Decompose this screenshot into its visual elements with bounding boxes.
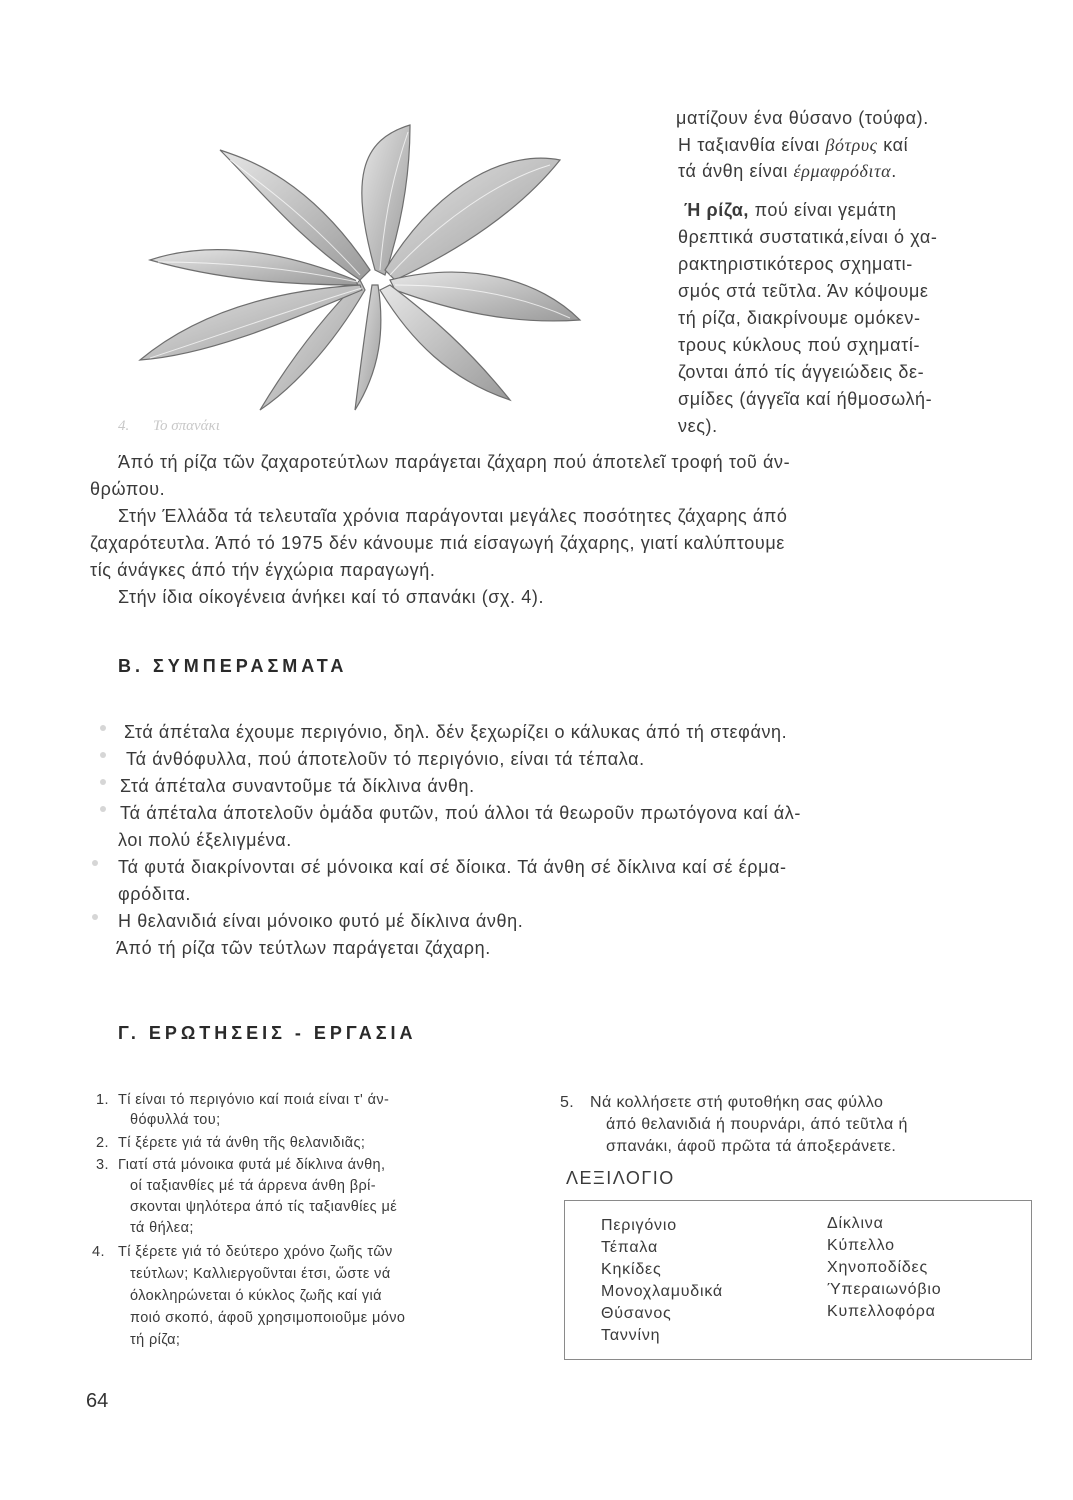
question-5-line-a: Νά κολλήσετε στή φυτοθήκη σας φύλλο <box>590 1094 884 1111</box>
right-line-9: τρους κύκλους πού σχηματί- <box>678 335 921 355</box>
glossary-term: Κηκίδες <box>601 1261 662 1278</box>
question-4-line-d: ποιό σκοπό, άφοῦ χρησιμοποιοῦμε μόνο <box>130 1310 406 1326</box>
bullet-dot <box>92 860 98 866</box>
question-3-line-c: σκονται ψηλότερα άπό τίς ταξιανθίες μέ <box>130 1199 398 1215</box>
question-1-number: 1. <box>96 1092 109 1108</box>
glossary-term: Περιγόνιο <box>601 1217 677 1234</box>
body-p2-b: ζαχαρότευτλα. Άπό τό 1975 δέν κάνουμε πιά είσαγωγή ζάχαρης, γιατί καλύπτουμε <box>90 533 785 553</box>
glossary-term: Θύσανος <box>601 1305 672 1322</box>
right-line-8: τή ρίζα, διακρίνουμε ομόκεν- <box>678 308 921 328</box>
glossary-left-column <box>601 1215 723 1347</box>
glossary-term: Μονοχλαμυδικά <box>601 1283 723 1300</box>
body-p1-a: Άπό τή ρίζα τῶν ζαχαροτεύτλων παράγεται ζάχαρη πού άποτελεῖ τροφή τοῦ άν- <box>118 452 791 472</box>
glossary-term: Κύπελλο <box>827 1237 895 1254</box>
conclusion-5b: φρόδιτα. <box>118 884 192 904</box>
question-4-number: 4. <box>92 1244 105 1260</box>
section-b-title: Β. ΣΥΜΠΕΡΑΣΜΑΤΑ <box>118 656 348 676</box>
right-line-4: Ή ρίζα, πού είναι γεμάτη <box>684 200 897 220</box>
bullet-dot <box>100 752 106 758</box>
right-line-7: σμός στά τεῦτλα. Άν κόψουμε <box>678 281 929 301</box>
right-line-10: ζονται άπό τίς άγγειώδεις δε- <box>678 362 925 382</box>
section-c-title: Γ. ΕΡΩΤΗΣΕΙΣ - ΕΡΓΑΣΙΑ <box>118 1023 417 1043</box>
right-line-2: Η ταξιανθία είναι βότρυς καί <box>678 135 909 155</box>
body-p2-a: Στήν Έλλάδα τά τελευταῖα χρόνια παράγονται μεγάλες ποσότητες ζάχαρης άπό <box>118 506 788 526</box>
right-line-11: σμίδες (άγγεῖα καί ήθμοσωλή- <box>678 389 933 409</box>
body-p2-c: τίς άνάγκες άπό τήν έγχώρια παραγωγή. <box>90 560 436 580</box>
spinach-illustration <box>110 120 670 420</box>
question-2-line: Τί ξέρετε γιά τά άνθη τῆς θελανιδιᾶς; <box>118 1135 366 1151</box>
right-line-5: θρεπτικά συστατικά,είναι ό χα- <box>678 227 938 247</box>
right-line-6: ρακτηριστικότερος σχηματι- <box>678 254 913 274</box>
body-p3: Στήν ίδια οίκογένεια άνήκει καί τό σπανάκι (σχ. 4). <box>118 587 545 607</box>
glossary-right-column <box>827 1213 941 1323</box>
glossary-term: Ύπεραιωνόβιο <box>827 1281 942 1298</box>
right-line-12: νες). <box>678 416 718 436</box>
bullet-dot <box>100 725 106 731</box>
bullet-dot <box>100 779 106 785</box>
bullet-dot <box>92 914 98 920</box>
right-line-3: τά άνθη είναι έρμαφρόδιτα. <box>678 161 897 181</box>
figure-caption <box>118 418 220 435</box>
question-5-line-c: σπανάκι, άφοῦ πρῶτα τά άποξεράνετε. <box>606 1138 897 1155</box>
glossary-title: ΛΕΞΙΛΟΓΙΟ <box>566 1168 675 1188</box>
question-3-number: 3. <box>96 1157 109 1173</box>
conclusion-2: Τά άνθόφυλλα, πού άποτελοῦν τό περιγόνιο, είναι τά τέπαλα. <box>126 749 645 769</box>
glossary-term: Τέπαλα <box>601 1239 659 1256</box>
glossary-term: Χηνοποδίδες <box>827 1259 928 1276</box>
glossary-term: Ταννίνη <box>601 1327 661 1344</box>
conclusion-6: Η θελανιδιά είναι μόνοικο φυτό μέ δίκλινα άνθη. <box>118 911 524 931</box>
conclusion-7: Άπό τή ρίζα τῶν τεύτλων παράγεται ζάχαρη. <box>116 938 491 958</box>
page-number: 64 <box>86 1390 109 1412</box>
conclusion-4b: λοι πολύ έξελιγμένα. <box>118 830 292 850</box>
figure-caption-text: Το σπανάκι <box>153 418 220 434</box>
question-4-line-e: τή ρίζα; <box>130 1332 181 1348</box>
figure-number: 4. <box>118 418 130 434</box>
question-1-line-a: Τί είναι τό περιγόνιο καί ποιά είναι τ' άν- <box>118 1092 390 1108</box>
body-p1-b: θρώπου. <box>90 479 166 499</box>
glossary-term: Δίκλινα <box>827 1215 884 1232</box>
glossary-term: Κυπελλοφόρα <box>827 1303 936 1320</box>
right-line-1: ματίζουν ένα θύσανο (τούφα). <box>676 108 929 128</box>
bullet-dot <box>100 806 106 812</box>
glossary-box <box>564 1200 1032 1360</box>
question-2-number: 2. <box>96 1135 109 1151</box>
conclusion-4a: Τά άπέταλα άποτελοῦν ὁμάδα φυτῶν, πού άλλοι τά θεωροῦν πρωτόγονα καί άλ- <box>120 803 802 823</box>
question-4-line-b: τεύτλων; Καλλιεργοῦνται έτσι, ὥστε νά <box>130 1266 391 1282</box>
question-3-line-d: τά θήλεα; <box>130 1220 194 1236</box>
question-3-line-b: οί ταξιανθίες μέ τά άρρενα άνθη βρί- <box>130 1178 376 1194</box>
conclusion-3: Στά άπέταλα συναντοῦμε τά δίκλινα άνθη. <box>120 776 475 796</box>
question-5-line-b: άπό θελανιδιά ή πουρνάρι, άπό τεῦτλα ή <box>606 1116 908 1133</box>
question-1-line-b: θόφυλλά του; <box>130 1112 221 1128</box>
conclusion-5a: Τά φυτά διακρίνονται σέ μόνοικα καί σέ δίοικα. Τά άνθη σέ δίκλινα καί σέ έρμα- <box>118 857 787 877</box>
question-5-number: 5. <box>560 1094 575 1111</box>
question-4-line-a: Τί ξέρετε γιά τό δεύτερο χρόνο ζωῆς τῶν <box>118 1244 393 1260</box>
question-4-line-c: όλοκληρώνεται ό κύκλος ζωῆς καί γιά <box>130 1288 382 1304</box>
question-3-line-a: Γιατί στά μόνοικα φυτά μέ δίκλινα άνθη, <box>118 1157 386 1173</box>
conclusion-1: Στά άπέταλα έχουμε περιγόνιο, δηλ. δέν ξεχωρίζει ο κάλυκας άπό τή στεφάνη. <box>124 722 788 742</box>
